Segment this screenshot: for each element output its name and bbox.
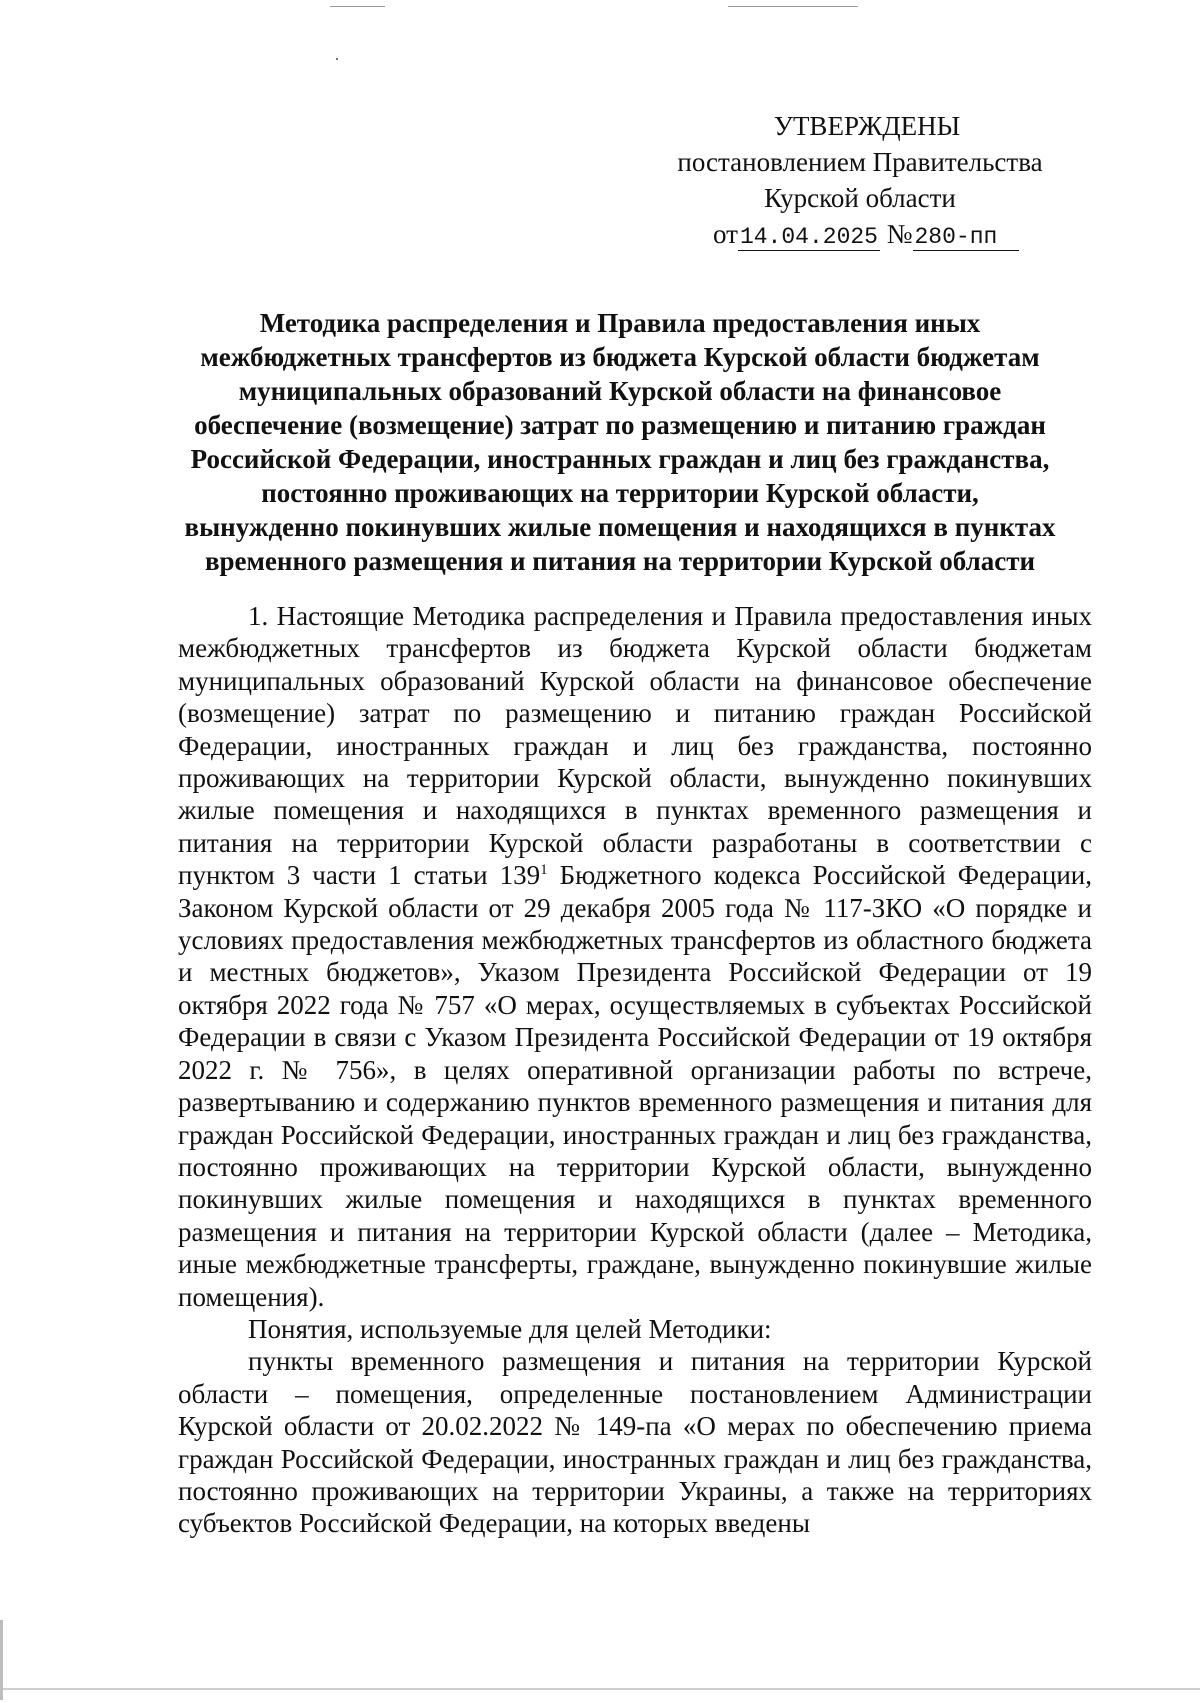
paragraph-1	[178, 600, 1092, 1313]
approval-heading: УТВЕРЖДЕНЫ	[773, 111, 961, 141]
scan-artifact-line	[330, 6, 385, 7]
title-line: муниципальных образований Курской области на финансовое	[238, 376, 1002, 406]
number-prefix: №	[886, 219, 913, 249]
paragraph-3: пункты временного размещения и питания на территории Курской области – помещения, определенные постановлением Администрации Курской области от 20.02.2022 № 149-па «О мерах по обеспечению приема граждан Российской Федерации, иностранных граждан и лиц без гражданства, постоянно проживающих на территории Украины, а также на территориях субъектов Российской Федерации, на которых введены	[178, 1346, 1092, 1539]
scan-artifact-dot	[336, 58, 338, 60]
article-superscript: 1	[540, 862, 548, 879]
approval-block	[640, 108, 1080, 255]
approval-date: 14.04.2025	[739, 224, 878, 250]
approval-date-number	[640, 216, 1080, 255]
title-line: вынужденно покинувших жилые помещения и находящихся в пунктах	[184, 512, 1056, 542]
approval-authority: постановлением Правительства	[677, 147, 1043, 177]
title-line: Российской Федерации, иностранных граждан и лиц без гражданства,	[190, 444, 1050, 474]
title-line: постоянно проживающих на территории Курской области,	[261, 478, 979, 508]
title-line: временного размещения и питания на территории Курской области	[204, 546, 1036, 576]
approval-number: 280-пп	[913, 224, 1020, 251]
title-line: Методика распределения и Правила предоставления иных	[259, 308, 981, 338]
paragraph-1-text: 1. Настоящие Методика распределения и Правила предоставления иных межбюджетных трансфертов из бюджета Курской области бюджетам муниципальных образований Курской области на финансовое обеспечение (возмещение) затрат по размещению и питанию граждан Российской Федерации, иностранных граждан и лиц без гражданства, постоянно проживающих на территории Курской области, вынужденно покинувших жилые помещения и находящихся в пунктах временного размещения и питания на территории Курской области разработаны в соответствии с пунктом 3 части 1 статьи 139	[178, 601, 1092, 891]
paragraph-2: Понятия, используемые для целей Методики:	[248, 1313, 772, 1344]
document-body	[178, 600, 1092, 1540]
approval-region: Курской области	[764, 183, 956, 213]
scan-artifact-line	[728, 6, 858, 7]
date-prefix: от	[713, 219, 738, 249]
title-line: обеспечение (возмещение) затрат по размещению и питанию граждан	[194, 410, 1046, 440]
scan-artifact-edge	[0, 1620, 3, 1700]
title-line: межбюджетных трансфертов из бюджета Курской области бюджетам	[200, 342, 1040, 372]
scan-artifact-edge	[0, 1688, 1200, 1690]
document-title	[150, 306, 1090, 578]
paragraph-1-text-cont: Бюджетного кодекса Российской Федерации, Законом Курской области от 29 декабря 2005 года № 117-ЗКО «О порядке и условиях предоставления межбюджетных трансфертов из областного бюджета и местных бюджетов», Указом Президента Российской Федерации от 19 октября 2022 года № 757 «О мерах, осуществляемых в субъектах Российской Федерации в связи с Указом Президента Российской Федерации от 19 октября 2022 г. № 756», в целях оперативной организации работы по встрече, развертыванию и содержанию пунктов временного размещения и питания для граждан Российской Федерации, иностранных граждан и лиц без гражданства, постоянно проживающих на территории Курской области, вынужденно покинувших жилые помещения и находящихся в пунктах временного размещения и питания на территории Курской области (далее – Методика, иные межбюджетные трансферты, граждане, вынужденно покинувшие жилые помещения).	[178, 860, 1093, 1312]
